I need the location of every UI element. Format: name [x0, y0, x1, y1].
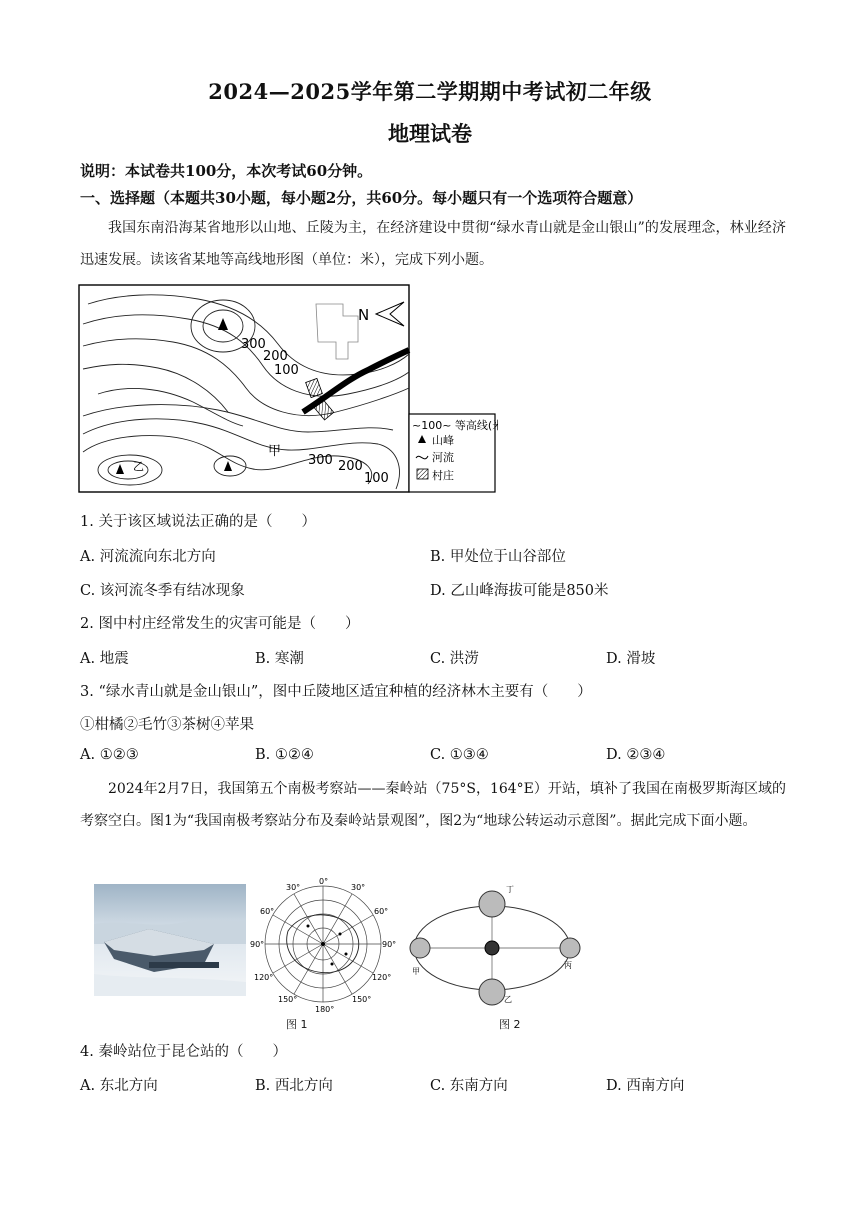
contour-label: 300	[308, 453, 333, 468]
question-1-option-a[interactable]: A. 河流流向东北方向	[80, 549, 216, 565]
longitude-label: 120°	[372, 973, 392, 982]
question-4-option-d[interactable]: D. 西南方向	[606, 1078, 685, 1094]
passage-2: 2024年2月7日，我国第五个南极考察站——秦岭站（75°S，164°E）开站，填补了我国在南极罗斯海区域的考察空白。图1为“我国南极考察站分布及秦岭站景观图”，图2为“地球公转运动示意图”。据此完成下面小题。	[80, 781, 786, 829]
longitude-label: 30°	[286, 883, 301, 892]
question-2-option-d[interactable]: D. 滑坡	[606, 651, 656, 667]
jia-label: 甲	[268, 444, 282, 459]
section-heading: 一、选择题（本题共30小题，每小题2分，共60分。每小题只有一个选项符合题意）	[80, 189, 643, 207]
longitude-label: 150°	[352, 995, 372, 1004]
sun-icon	[485, 941, 499, 955]
longitude-label: 120°	[254, 973, 274, 982]
question-3-option-b[interactable]: B. ①②④	[255, 747, 314, 763]
figure-2-caption: 图 2	[499, 1018, 521, 1031]
longitude-label: 60°	[374, 907, 389, 916]
contour-map	[78, 284, 498, 500]
legend-village: 村庄	[432, 469, 454, 482]
contour-label: 300	[241, 337, 266, 352]
contour-label: 100	[274, 363, 299, 378]
question-4-option-b[interactable]: B. 西北方向	[255, 1078, 333, 1094]
antarctic-polar-map	[248, 876, 398, 1020]
question-2-option-b[interactable]: B. 寒潮	[255, 651, 304, 667]
instructions: 说明：本试卷共100分，本次考试60分钟。	[80, 162, 373, 180]
question-4-stem: 4. 秦岭站位于昆仑站的（ ）	[80, 1044, 287, 1060]
legend-river: 河流	[432, 451, 454, 464]
question-3-items: ①柑橘②毛竹③茶树④苹果	[80, 717, 254, 733]
question-1-option-b[interactable]: B. 甲处位于山谷部位	[430, 549, 566, 565]
position-yi: 乙	[504, 995, 512, 1004]
question-2-stem: 2. 图中村庄经常发生的灾害可能是（ ）	[80, 616, 360, 632]
station-photo	[94, 884, 246, 1000]
question-3-option-a[interactable]: A. ①②③	[80, 747, 139, 763]
question-3-option-d[interactable]: D. ②③④	[606, 747, 666, 763]
exam-subject-title: 地理试卷	[388, 121, 472, 146]
longitude-label: 0°	[319, 877, 329, 886]
contour-label: 100	[364, 471, 389, 486]
yi-label: 乙	[133, 460, 144, 473]
legend-peak: 山峰	[432, 434, 454, 447]
legend-contour: ~100~ 等高线(米)	[412, 419, 498, 432]
question-4-option-c[interactable]: C. 东南方向	[430, 1078, 508, 1094]
question-1-option-d[interactable]: D. 乙山峰海拔可能是850米	[430, 583, 609, 599]
position-ding: 丁	[506, 885, 514, 894]
longitude-label: 180°	[315, 1005, 335, 1014]
earth-orbit-diagram	[404, 880, 584, 1014]
longitude-label: 90°	[382, 940, 397, 949]
position-jia: 甲	[412, 967, 420, 976]
contour-map-svg	[78, 284, 498, 496]
contour-label: 200	[263, 349, 288, 364]
figure-1-caption: 图 1	[286, 1018, 308, 1031]
passage-1: 我国东南沿海某省地形以山地、丘陵为主，在经济建设中贯彻“绿水青山就是金山银山”的发展理念，林业经济迅速发展。读该省某地等高线地形图（单位：米），完成下列小题。	[80, 220, 786, 268]
question-4-option-a[interactable]: A. 东北方向	[80, 1078, 158, 1094]
question-2-option-c[interactable]: C. 洪涝	[430, 651, 479, 667]
longitude-label: 30°	[351, 883, 366, 892]
position-bing: 丙	[564, 961, 572, 970]
contour-label: 200	[338, 459, 363, 474]
question-3-option-c[interactable]: C. ①③④	[430, 747, 489, 763]
longitude-label: 60°	[260, 907, 275, 916]
question-2-option-a[interactable]: A. 地震	[80, 651, 129, 667]
longitude-label: 150°	[278, 995, 298, 1004]
question-1-option-c[interactable]: C. 该河流冬季有结冰现象	[80, 583, 245, 599]
longitude-label: 90°	[250, 940, 265, 949]
village-icon	[417, 469, 428, 479]
north-label: N	[358, 306, 370, 324]
question-3-stem: 3. “绿水青山就是金山银山”，图中丘陵地区适宜种植的经济林木主要有（ ）	[80, 684, 592, 700]
exam-title: 2024—2025学年第二学期期中考试初二年级	[208, 79, 652, 104]
question-1-stem: 1. 关于该区域说法正确的是（ ）	[80, 514, 316, 530]
